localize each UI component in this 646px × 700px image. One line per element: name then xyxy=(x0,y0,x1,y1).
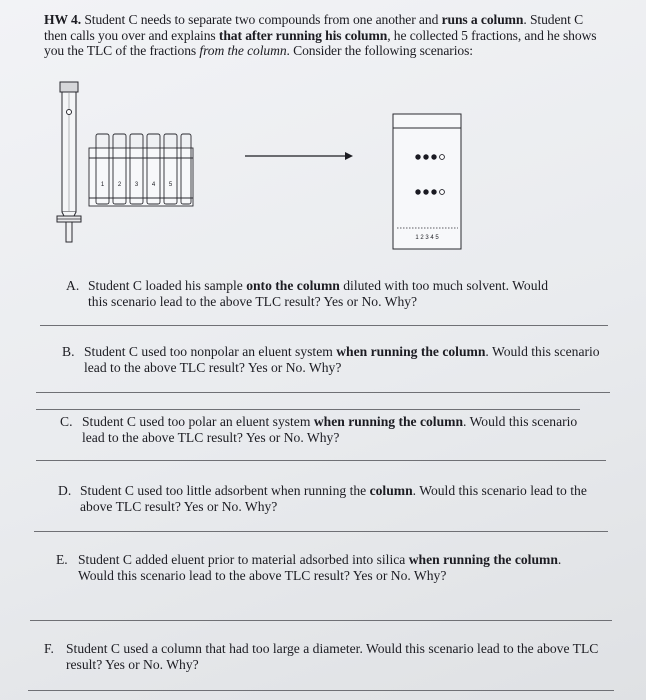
tlc-lane-labels: 1 2 3 4 5 xyxy=(415,235,439,241)
tube-label-3: 3 xyxy=(134,182,139,188)
figure-drawing xyxy=(0,70,646,260)
question-b xyxy=(62,344,607,376)
hw-label: HW 4. xyxy=(44,12,82,27)
tube-label-4: 4 xyxy=(151,182,156,188)
tube-label-5: 5 xyxy=(168,182,173,188)
question-a-bold: onto the column xyxy=(246,278,340,293)
question-f xyxy=(44,641,609,673)
chromatography-column xyxy=(57,82,81,242)
arrow-icon xyxy=(245,152,353,160)
question-d-text-1: Student C used too little adsorbent when running the xyxy=(80,483,370,498)
statement-text-4: . Consider the following scenarios: xyxy=(286,43,473,58)
question-a-text-1: Student C loaded his sample xyxy=(88,278,247,293)
question-c-bold: when running the column xyxy=(313,414,464,429)
tlc-plate xyxy=(393,114,461,249)
statement-bold-2: that after running his column xyxy=(218,27,388,43)
question-a xyxy=(66,278,556,310)
question-c-text-2: . Would this scenario lead to the above TLC result? Yes or No. Why? xyxy=(82,414,578,445)
question-a-text-2: diluted with too much solvent. Would this scenario lead to the above TLC result? Yes or No. Why? xyxy=(88,278,549,309)
question-f-letter: F. xyxy=(44,641,54,656)
question-b-text-2: . Would this scenario lead to the above TLC result? Yes or No. Why? xyxy=(84,344,600,375)
answer-line-f[interactable] xyxy=(28,690,614,691)
statement-text-2: . Student C then calls you over and explains xyxy=(44,12,584,43)
problem-statement xyxy=(44,12,604,59)
answer-line-a[interactable] xyxy=(40,325,608,326)
question-e-text-1: Student C added eluent prior to material adsorbed into silica xyxy=(78,552,409,567)
question-c-letter: C. xyxy=(60,414,73,429)
question-e-letter: E. xyxy=(56,552,68,567)
answer-line-b-2[interactable] xyxy=(36,409,580,410)
question-c xyxy=(60,414,588,446)
experiment-figure xyxy=(0,70,646,260)
column-bead xyxy=(67,110,72,115)
question-d-bold: column xyxy=(369,483,413,498)
statement-italic-1: from the column xyxy=(199,43,287,58)
statement-text-1: Student C needs to separate two compounds from one another and xyxy=(81,12,442,27)
answer-line-d[interactable] xyxy=(34,531,608,532)
column-tip xyxy=(66,222,72,242)
question-b-text-1: Student C used too nonpolar an eluent system xyxy=(84,344,337,359)
question-e-bold: when running the column xyxy=(408,552,558,567)
column-top-cap xyxy=(60,82,78,92)
answer-line-b-1[interactable] xyxy=(36,392,610,393)
question-d-text-2: . Would this scenario lead to the above TLC result? Yes or No. Why? xyxy=(80,483,587,514)
question-e-text-2: . Would this scenario lead to the above TLC result? Yes or No. Why? xyxy=(78,552,562,583)
question-c-text-1: Student C used too polar an eluent system xyxy=(82,414,314,429)
statement-text-3: , he collected 5 fractions, and he shows you the TLC of the fractions xyxy=(44,27,597,58)
answer-line-e[interactable] xyxy=(30,620,612,621)
tube-label-2: 2 xyxy=(117,182,122,188)
tube-label-1: 1 xyxy=(100,182,105,188)
question-f-text-1: Student C used a column that had too large a diameter. Would this scenario lead to the above TLC result? Yes or No. Why? xyxy=(66,641,599,672)
question-e xyxy=(56,552,568,584)
question-a-letter: A. xyxy=(66,278,80,293)
answer-line-c[interactable] xyxy=(36,460,606,461)
question-d xyxy=(58,483,618,515)
question-b-bold: when running the column xyxy=(336,344,486,359)
question-b-letter: B. xyxy=(62,344,75,359)
question-d-letter: D. xyxy=(58,483,72,498)
statement-bold-1: runs a column xyxy=(441,12,524,27)
test-tube-rack xyxy=(89,134,193,206)
